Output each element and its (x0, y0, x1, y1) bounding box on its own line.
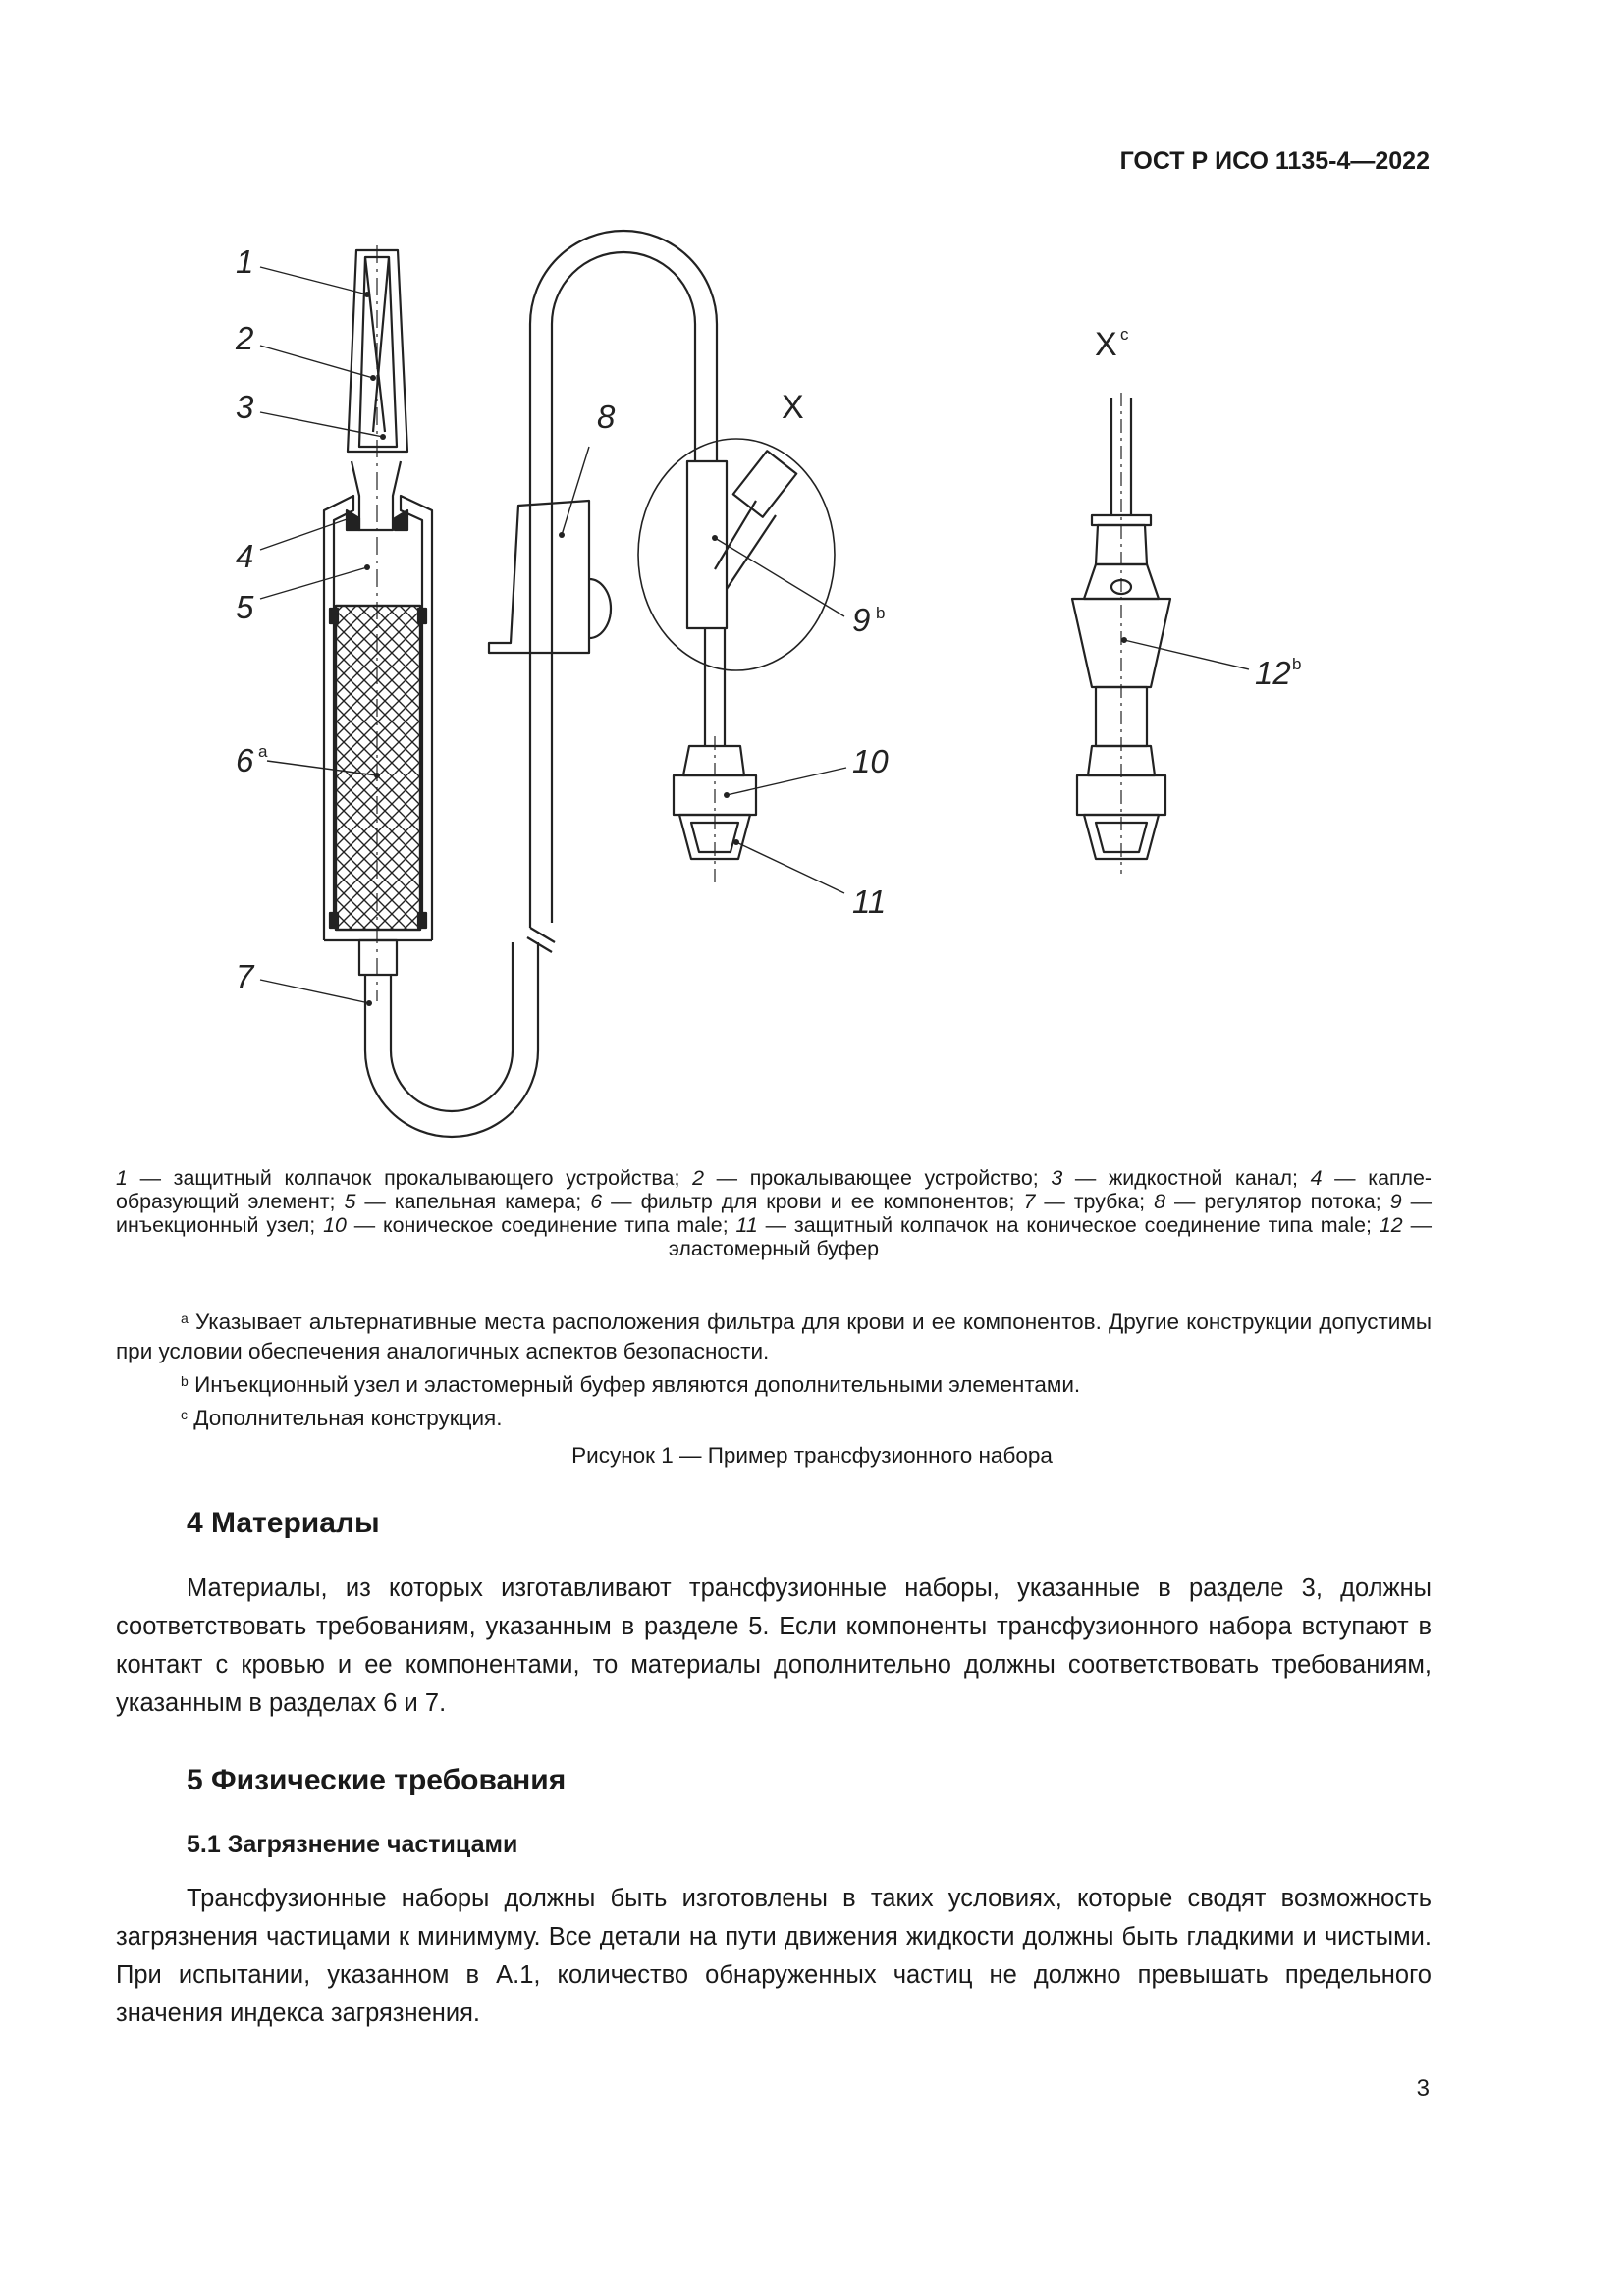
note-a: $^a$ Указывает альтернативные места расположения фильтра для крови и ее компонентов. Другие конструкции допустимы при условии обеспечения аналогичных аспектов безопасности. (116, 1309, 1432, 1363)
section-4-text: Материалы, из которых изготавливают трансфузионные наборы, указанные в разделе 3, должны соответствовать требованиям, указанным в разделе 5. Если компоненты трансфузионного набора вступают в контакт с кровью и ее компонентами, то материалы дополнительно должны соответствовать требованиям, указанным в разделах 6 и 7. (116, 1575, 1432, 1717)
elastomer-buffer-drawing (1072, 393, 1170, 874)
fig-label-6: 6 (236, 742, 254, 778)
fig-label-7: 7 (236, 958, 254, 994)
section-5-1-text: Трансфузионные наборы должны быть изготовлены в таких условиях, которые сводят возможность загрязнения частицами к минимуму. Все детали на пути движения жидкости должны быть гладкими и чистыми. При испытании, указанном в А.1, количество обнаруженных частиц не должно превышать предельного значения индекса загрязнения. (116, 1885, 1432, 2027)
fig-label-2: 2 (236, 320, 254, 356)
fig-sup-b-12: b (1292, 655, 1302, 673)
male-fitting-drawing (674, 736, 756, 883)
section-5-1-title: 5.1 Загрязнение частицами (187, 1831, 518, 1858)
fig-label-10: 10 (852, 743, 889, 779)
fig-label-12: 12 (1255, 655, 1291, 691)
flow-regulator-drawing (489, 501, 611, 653)
section-5-title: 5 Физические требования (187, 1764, 567, 1796)
fig-x-main: X (782, 389, 804, 426)
fig-label-4: 4 (236, 538, 254, 574)
fig-x-alt: X (1095, 326, 1117, 363)
fig-label-8: 8 (597, 399, 616, 435)
fig-label-11: 11 (852, 883, 887, 920)
fig-label-3: 3 (236, 389, 254, 425)
figure-caption: Рисунок 1 — Пример трансфузионного набора (571, 1443, 1053, 1468)
fig-sup-a: a (258, 742, 268, 761)
figure-notes (116, 1304, 1432, 1433)
fig-label-1: 1 (236, 243, 254, 280)
figure-legend: 1 — защитный колпачок прокалывающего устройства; 2 — прокалывающее устройство; 3 — жидкостной канал; 4 — капле-образующий элемент; 5 — капельная камера; 6 — фильтр для крови и ее компонентов; 7 — трубка; 8 — регулятор потока; 9 — инъекционный узел; 10 — коническое соединение типа male; 11 — защитный колпачок на коническое соединение типа male; 12 — эластомерный буфер (116, 1166, 1433, 1260)
blood-filter-drawing (330, 606, 426, 930)
page-number: 3 (1416, 2075, 1430, 2102)
note-c: $^c$ Дополнительная конструкция. (181, 1406, 503, 1430)
section-4-title: 4 Материалы (187, 1507, 380, 1539)
fig-sup-c: c (1120, 325, 1129, 344)
document-header: ГОСТ Р ИСО 1135-4—2022 (1119, 147, 1430, 175)
fig-sup-b-9: b (876, 604, 886, 622)
note-b: $^b$ Инъекционный узел и эластомерный буфер являются дополнительными элементами. (181, 1372, 1081, 1397)
fig-label-5: 5 (236, 589, 254, 625)
fig-label-9: 9 (852, 602, 871, 638)
